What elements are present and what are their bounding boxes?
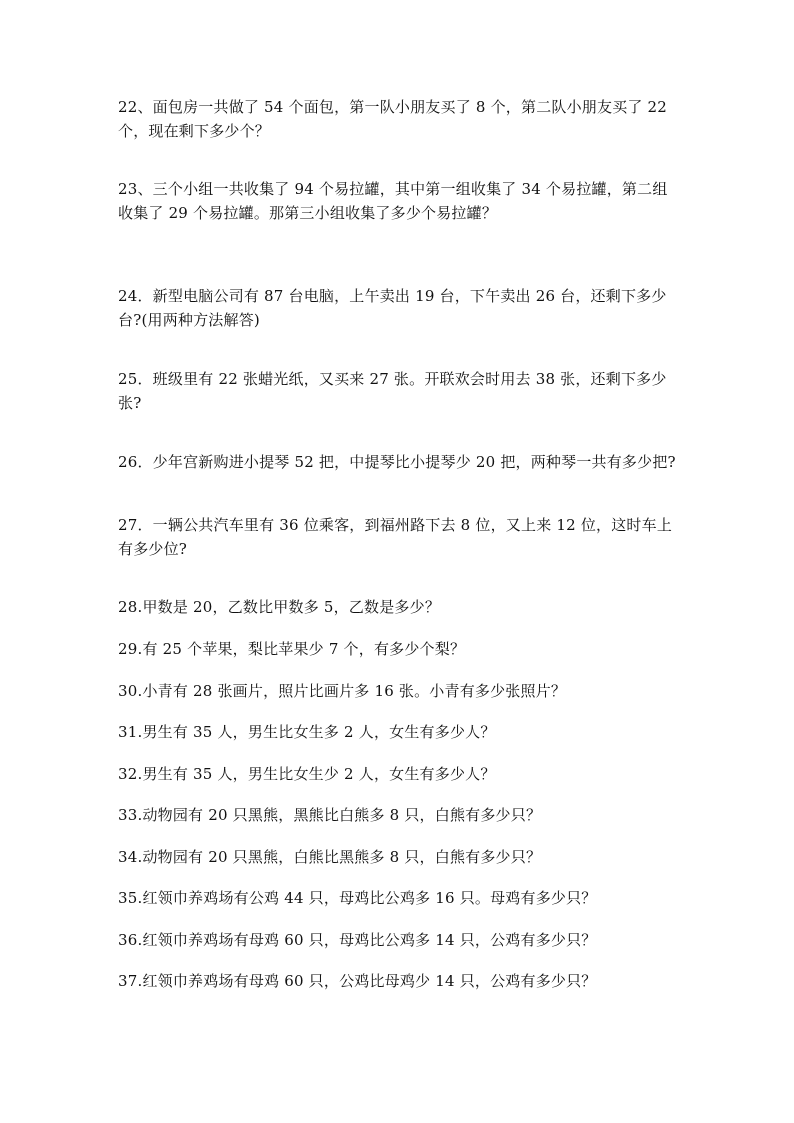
question-25: 25．班级里有 22 张蜡光纸，又买来 27 张。开联欢会时用去 38 张，还剩下多少张?	[118, 370, 667, 412]
question-31: 31.男生有 35 人，男生比女生多 2 人，女生有多少人？	[118, 723, 496, 741]
question-32: 32.男生有 35 人，男生比女生少 2 人，女生有多少人？	[118, 765, 496, 783]
question-36: 36.红领巾养鸡场有母鸡 60 只，母鸡比公鸡多 14 只，公鸡有多少只？	[118, 931, 597, 949]
question-30: 30.小青有 28 张画片，照片比画片多 16 张。小青有多少张照片？	[118, 682, 567, 700]
question-27: 27．一辆公共汽车里有 36 位乘客，到福州路下去 8 位，又上来 12 位，这时车上有多少位?	[118, 516, 673, 558]
question-35: 35.红领巾养鸡场有公鸡 44 只，母鸡比公鸡多 16 只。母鸡有多少只？	[118, 889, 597, 907]
question-28: 28.甲数是 20，乙数比甲数多 5，乙数是多少？	[118, 598, 441, 616]
question-22: 22、面包房一共做了 54 个面包，第一队小朋友买了 8 个，第二队小朋友买了 22 个，现在剩下多少个？	[118, 98, 668, 140]
question-34: 34.动物园有 20 只黑熊，白熊比黑熊多 8 只，白熊有多少只？	[118, 848, 542, 866]
question-26: 26．少年宫新购进小提琴 52 把，中提琴比小提琴少 20 把，两种琴一共有多少把?	[118, 453, 676, 471]
question-23: 23、三个小组一共收集了 94 个易拉罐，其中第一组收集了 34 个易拉罐，第二组收集了 29 个易拉罐。那第三小组收集了多少个易拉罐？	[118, 180, 668, 222]
question-24: 24．新型电脑公司有 87 台电脑，上午卖出 19 台，下午卖出 26 台，还剩下多少台?(用两种方法解答)	[118, 287, 667, 329]
question-37: 37.红领巾养鸡场有母鸡 60 只，公鸡比母鸡少 14 只，公鸡有多少只？	[118, 972, 597, 990]
question-29: 29.有 25 个苹果，梨比苹果少 7 个，有多少个梨？	[118, 640, 466, 658]
question-33: 33.动物园有 20 只黑熊，黑熊比白熊多 8 只，白熊有多少只？	[118, 806, 542, 824]
